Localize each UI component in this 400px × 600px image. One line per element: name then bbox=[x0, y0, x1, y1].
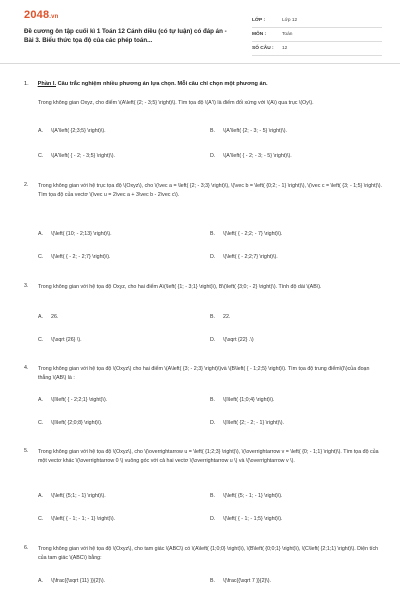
option-label: B. bbox=[210, 128, 216, 134]
meta-value: Lớp 12 bbox=[282, 18, 298, 23]
question-text: Trong không gian với hệ tọa độ \(Oxyz\) cho hai điểm \(A\left( {3; - 2;3} \right)\)và \(B\left( { - 1;2;5} \right)\). Tìm tọa độ trung điểm\(I\)của đoạn thẳng \(AB\) là : bbox=[38, 366, 370, 381]
option-d[interactable] bbox=[210, 153, 292, 159]
option-b[interactable] bbox=[210, 397, 275, 403]
section-part: Phần I. bbox=[37, 81, 57, 87]
option-text: \(\frac{{\sqrt {11} }}{2}\). bbox=[51, 578, 106, 584]
option-c[interactable] bbox=[38, 337, 82, 343]
option-a[interactable] bbox=[38, 314, 58, 320]
meta-key: LỚP : bbox=[252, 18, 266, 23]
option-text: \(A'\left( {2; - 3; - 5} \right)\). bbox=[223, 128, 288, 134]
question-text: Trong không gian với hệ tọa độ \(Oxyz\), cho \(\overrightarrow u = \left( {1;2;3} \right)\), \(\overrightarrow v = \left( {0; - 1;1} \right)\). Tìm tọa độ của một vectơ khác \(\overrightarrow 0 \) vuông góc với cả hai vectơ \(\overrightarrow u \) và \(\overrightarrow v \). bbox=[38, 449, 379, 464]
option-text: \(\left( { - 1; - 1; - 1} \right)\). bbox=[51, 516, 116, 522]
option-label: B. bbox=[210, 231, 216, 237]
option-text: \(\left( { - 1; - 1;5} \right)\). bbox=[223, 516, 283, 522]
option-label: D. bbox=[210, 420, 216, 426]
option-d[interactable] bbox=[210, 516, 282, 522]
option-label: C. bbox=[38, 153, 44, 159]
meta-key: MÔN : bbox=[252, 32, 267, 37]
question-number: 4. bbox=[24, 365, 29, 371]
document-meta bbox=[252, 14, 382, 56]
option-label: A. bbox=[38, 128, 44, 134]
option-label: C. bbox=[38, 516, 44, 522]
document-header bbox=[0, 0, 400, 64]
document-title: Đề cương ôn tập cuối kì 1 Toán 12 Cánh diều (có tự luận) có đáp án - Bài 3. Biểu thức tọa độ của các phép toán... bbox=[24, 28, 227, 44]
logo-main: 2048 bbox=[24, 9, 50, 21]
question-text: Trong không gian với hệ tọa độ Oxyz, cho hai điểm A\(\left( {1; - 3;1} \right)\), B\(\left( {3;0; - 2} \right)\). Tính độ dài \(AB\). bbox=[38, 284, 322, 290]
option-label: B. bbox=[210, 314, 216, 320]
question-number: 5. bbox=[24, 448, 29, 454]
section-text: Câu trắc nghiệm nhiều phương án lựa chọn. Mỗi câu chỉ chọn một phương án. bbox=[56, 81, 268, 87]
option-label: B. bbox=[210, 578, 216, 584]
option-label: C. bbox=[38, 254, 44, 260]
question-text: Trong không gian Oxyz, cho điểm \(A\left( {2; - 3;5} \right)\). Tìm tọa độ \(A'\) là điểm đối xứng với \(A\) qua trục \(Oy\). bbox=[38, 100, 314, 106]
option-label: A. bbox=[38, 314, 44, 320]
option-a[interactable] bbox=[38, 128, 106, 134]
option-text: \(I\left( {2;0;8} \right)\). bbox=[51, 420, 103, 426]
option-text: \(\left( { - 2;2;7} \right)\). bbox=[223, 254, 278, 260]
question-number: 6. bbox=[24, 545, 29, 551]
option-text: \(A'\left( {2;3;5} \right)\). bbox=[51, 128, 106, 134]
option-text: \(\sqrt {26} \). bbox=[51, 337, 82, 343]
option-label: B. bbox=[210, 397, 216, 403]
option-text: \(A'\left( { - 2; - 3; - 5} \right)\). bbox=[223, 153, 292, 159]
option-label: C. bbox=[38, 420, 44, 426]
option-label: B. bbox=[210, 493, 216, 499]
meta-row-question-count bbox=[252, 42, 382, 56]
option-d[interactable] bbox=[210, 420, 284, 426]
option-c[interactable] bbox=[38, 420, 103, 426]
option-a[interactable] bbox=[38, 397, 107, 403]
option-c[interactable] bbox=[38, 153, 115, 159]
option-text: \(\left( { - 2; - 2;7} \right)\). bbox=[51, 254, 111, 260]
option-b[interactable] bbox=[210, 578, 271, 584]
option-label: A. bbox=[38, 493, 44, 499]
option-text: \(\frac{{\sqrt 7 }}{2}\). bbox=[223, 578, 271, 584]
option-text: \(\left( { - 2;2; - 7} \right)\). bbox=[223, 231, 283, 237]
question-text: Trong không gian với hệ trục tọa độ \(Oxyz\), cho \(\vec a = \left( {2; - 3;3} \right)\), \(\vec b = \left( {0;2; - 1} \right)\), \(\vec c = \left( {3; - 1;5} \right)\). Tìm tọa độ của vectơ \(\vec u = 2\vec a + 3\vec b - 2\vec c\). bbox=[38, 183, 383, 198]
section-heading: 1. Phần I. Câu trắc nghiệm nhiều phương án lựa chọn. Mỗi câu chỉ chọn một phương án. bbox=[24, 81, 268, 87]
option-text: \(I\left( { - 2;2;1} \right)\). bbox=[51, 397, 108, 403]
option-text: \(\left( {5; - 1; - 1} \right)\). bbox=[223, 493, 283, 499]
option-label: A. bbox=[38, 397, 44, 403]
question-number: 2. bbox=[24, 182, 29, 188]
option-b[interactable] bbox=[210, 128, 287, 134]
option-text: \(A'\left( { - 2; - 3;5} \right)\). bbox=[51, 153, 116, 159]
option-b[interactable] bbox=[210, 314, 230, 320]
meta-key: SỐ CÂU : bbox=[252, 46, 274, 51]
option-label: C. bbox=[38, 337, 44, 343]
question-text: Trong không gian với hệ tọa độ \(Oxyz\), cho tam giác \(ABC\) có \(A\left( {1;0;0} \right)\), \(B\left( {0;0;1} \right)\), \(C\left( {2;1;1} \right)\). Diện tích của tam giác \(ABC\) bằng: bbox=[38, 546, 379, 561]
option-text: \(I\left( {1;0;4} \right)\). bbox=[223, 397, 275, 403]
meta-value: 12 bbox=[282, 46, 288, 51]
meta-value: Toán bbox=[282, 32, 293, 37]
question-number: 3. bbox=[24, 283, 29, 289]
option-a[interactable] bbox=[38, 493, 106, 499]
option-text: \(\left( {5;1; - 1} \right)\). bbox=[51, 493, 106, 499]
option-text: 22. bbox=[223, 314, 231, 320]
option-text: \(\sqrt {22} .\) bbox=[223, 337, 254, 343]
option-label: A. bbox=[38, 578, 44, 584]
option-c[interactable] bbox=[38, 516, 115, 522]
option-text: \(I\left( {2; - 2; - 1} \right)\). bbox=[223, 420, 284, 426]
option-b[interactable] bbox=[210, 231, 282, 237]
option-d[interactable] bbox=[210, 337, 254, 343]
meta-row-subject bbox=[252, 28, 382, 42]
option-label: D. bbox=[210, 153, 216, 159]
option-label: D. bbox=[210, 337, 216, 343]
meta-row-class bbox=[252, 14, 382, 28]
option-text: \(\left( {10; - 2;13} \right)\). bbox=[51, 231, 112, 237]
option-a[interactable] bbox=[38, 231, 112, 237]
option-b[interactable] bbox=[210, 493, 282, 499]
site-logo[interactable] bbox=[24, 9, 59, 21]
option-d[interactable] bbox=[210, 254, 278, 260]
option-label: D. bbox=[210, 254, 216, 260]
option-label: A. bbox=[38, 231, 44, 237]
option-label: D. bbox=[210, 516, 216, 522]
logo-suffix: .vn bbox=[49, 14, 59, 20]
option-text: 26. bbox=[51, 314, 59, 320]
option-c[interactable] bbox=[38, 254, 110, 260]
option-a[interactable] bbox=[38, 578, 105, 584]
